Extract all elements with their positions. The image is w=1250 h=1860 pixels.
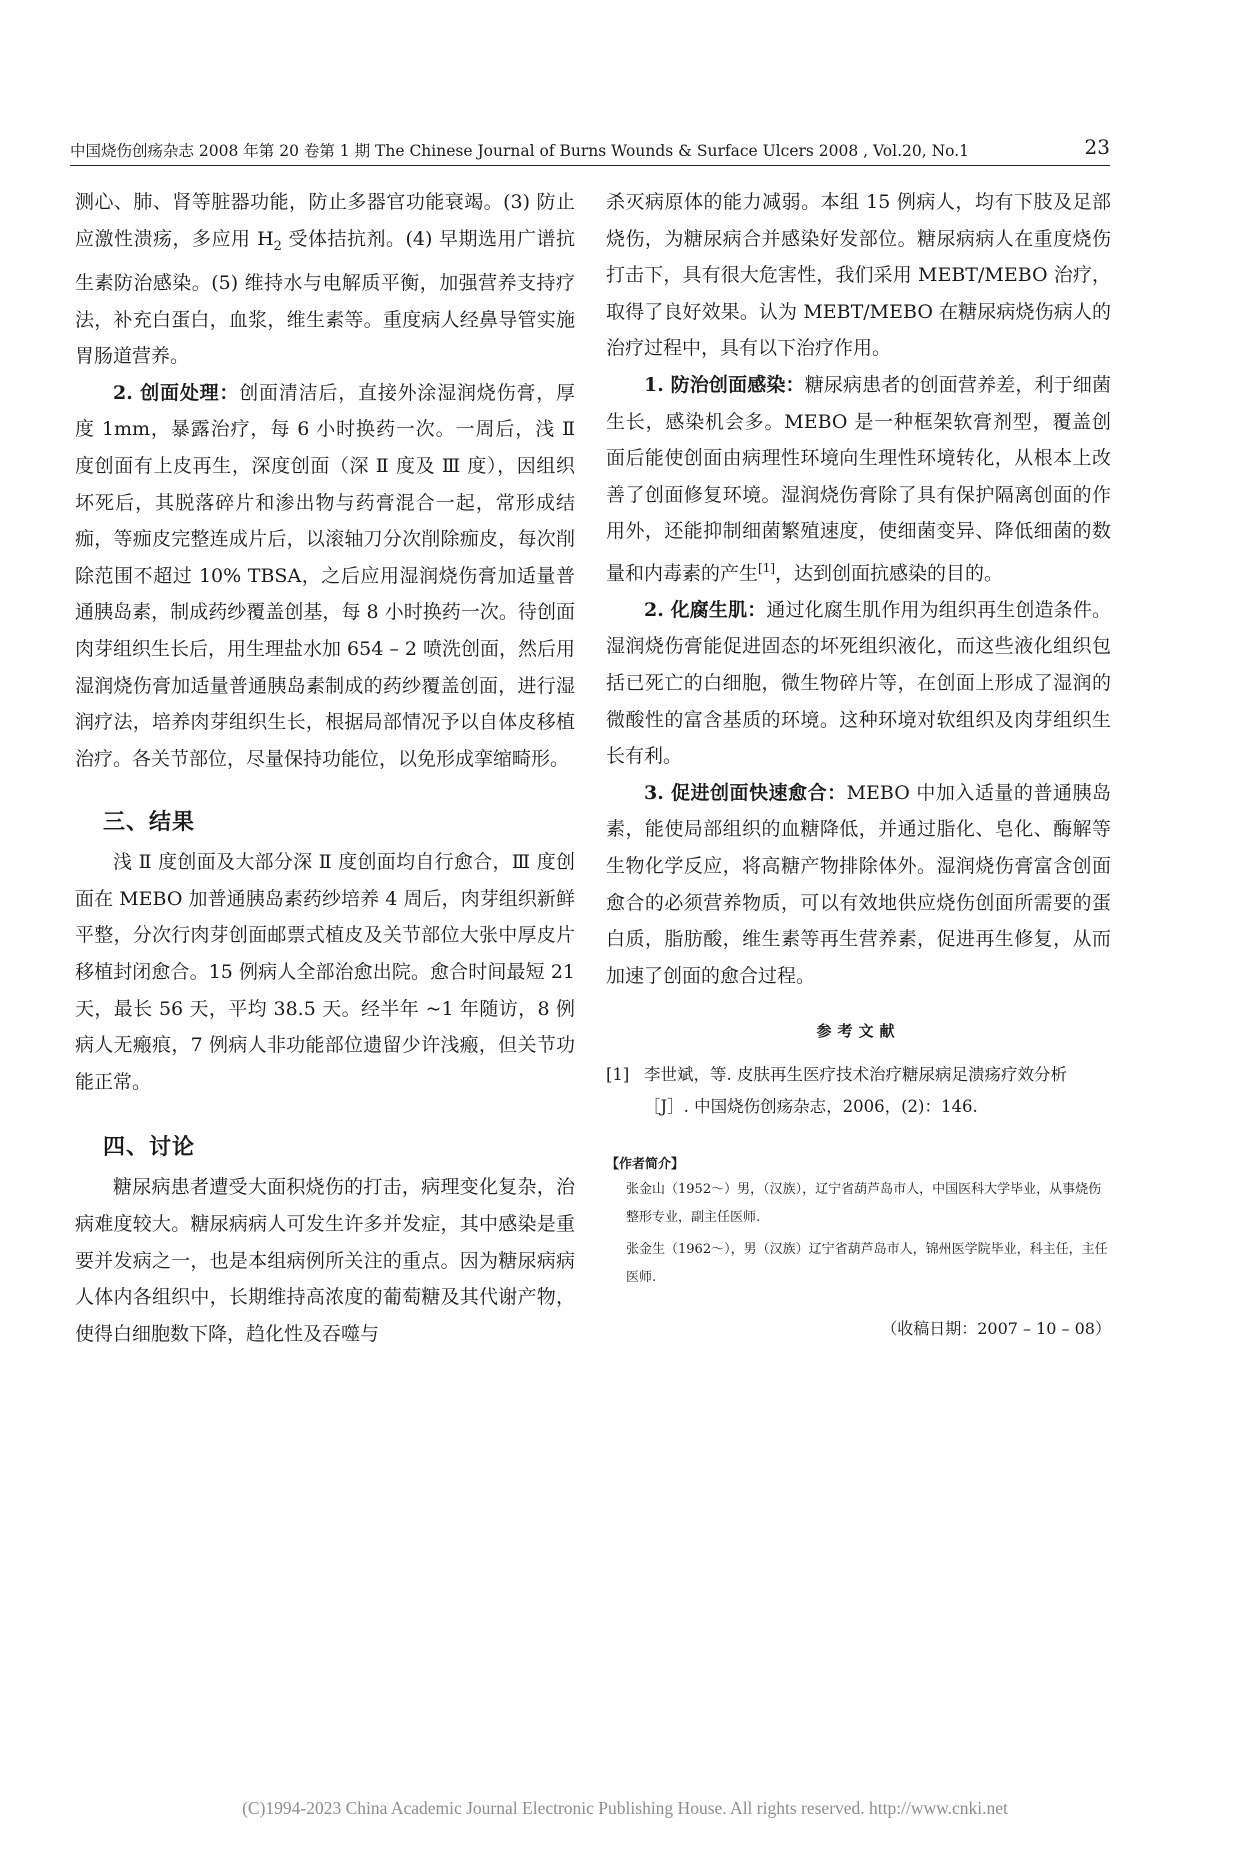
right-paragraph-infection: 1. 防治创面感染：糖尿病患者的创面营养差，利于细菌生长，感染机会多。MEBO 是一种框架软膏剂型，覆盖创面后能使创面由病理性环境向生理性环境转化，从根本上改善了创面修复环境。湿润烧伤膏除了具有保护隔离创面的作用外，还能抑制细菌繁殖速度，使细菌变异、降低细菌的数量和内毒素的产生[1]，达到创面抗感染的目的。 bbox=[606, 373, 1111, 585]
reference-item: [1] 李世斌，等. 皮肤再生医疗技术治疗糖尿病足溃疡疗效分析［J］. 中国烧伤创疡杂志，2006，(2)：146. bbox=[606, 1065, 1067, 1117]
left-paragraph-results: 浅 Ⅱ 度创面及大部分深 Ⅱ 度创面均自行愈合，Ⅲ 度创面在 MEBO 加普通胰岛素药纱培养 4 周后，肉芽组织新鲜平整，分次行肉芽创面邮票式植皮及关节部位大张中厚皮片移植封闭愈合。15 例病人全部治愈出院。愈合时间最短 21 天，最长 56 天，平均 38.5 天。经半年 ~1 年随访，8 例病人无瘢痕，7 例病人非功能部位遗留少许浅瘢，但关节功能正常。 bbox=[75, 851, 575, 1093]
references-heading: 参考文献 bbox=[816, 1022, 901, 1041]
author-bio-1: 张金山（1952～）男，（汉族），辽宁省葫芦岛市人，中国医科大学毕业，从事烧伤整形专业，副主任医师. bbox=[626, 1182, 1102, 1226]
left-paragraph-1: 测心、肺、肾等脏器功能，防止多器官功能衰竭。(3) 防止应激性溃疡，多应用 $H_2$ 受体拮抗剂。(4) 早期选用广谱抗生素防治感染。(5) 维持水与电解质平衡，加强营养支持疗法，补充白蛋白，血浆，维生素等。重度病人经鼻导管实施胃肠道营养。 bbox=[75, 191, 575, 368]
right-column bbox=[606, 184, 1111, 1339]
right-paragraph-1: 杀灭病原体的能力减弱。本组 15 例病人，均有下肢及足部烧伤，为糖尿病合并感染好发部位。糖尿病病人在重度烧伤打击下，具有很大危害性，我们采用 MEBT/MEBO 治疗，取得了良好效果。认为 MEBT/MEBO 在糖尿病烧伤病人的治疗过程中，具有以下治疗作用。 bbox=[606, 191, 1111, 360]
section-heading-results: 三、结果 bbox=[103, 809, 196, 836]
section-heading-discussion: 四、讨论 bbox=[103, 1134, 196, 1161]
running-header bbox=[70, 135, 1110, 166]
received-date: （收稿日期：2007 – 10 – 08） bbox=[881, 1319, 1111, 1339]
left-paragraph-discussion: 糖尿病患者遭受大面积烧伤的打击，病理变化复杂，治病难度较大。糖尿病病人可发生许多并发症，其中感染是重要并发病之一，也是本组病例所关注的重点。因为糖尿病病人体内各组织中，长期维持高浓度的葡萄糖及其代谢产物，使得白细胞数下降，趋化性及吞噬与 bbox=[75, 1176, 575, 1345]
left-column bbox=[75, 184, 575, 1352]
left-paragraph-wound-treatment: 2. 创面处理：创面清洁后，直接外涂湿润烧伤膏，厚度 1mm，暴露治疗，每 6 小时换药一次。一周后，浅 Ⅱ 度创面有上皮再生，深度创面（深 Ⅱ 度及 Ⅲ 度），因组织坏死后，其脱落碎片和渗出物与药膏混合一起，常形成结痂，等痂皮完整连成片后，以滚轴刀分次削除痂皮，每次削除范围不超过 10% TBSA，之后应用湿润烧伤膏加适量普通胰岛素，制成药纱覆盖创基，每 8 小时换药一次。待创面肉芽组织生长后，用生理盐水加 654 – 2 喷洗创面，然后用湿润烧伤膏加适量普通胰岛素制成的药纱覆盖创面，进行湿润疗法，培养肉芽组织生长，根据局部情况予以自体皮移植治疗。各关节部位，尽量保持功能位，以免形成挛缩畸形。 bbox=[75, 381, 576, 770]
right-paragraph-necrosis: 2. 化腐生肌：通过化腐生肌作用为组织再生创造条件。湿润烧伤膏能促进固态的坏死组织液化，而这些液化组织包括已死亡的白细胞，微生物碎片等，在创面上形成了湿润的微酸性的富含基质的环境。这种环境对软组织及肉芽组织生长有利。 bbox=[606, 598, 1111, 768]
page-number: 23 bbox=[1084, 135, 1110, 159]
right-paragraph-healing: 3. 促进创面快速愈合：MEBO 中加入适量的普通胰岛素，能使局部组织的血糖降低，并通过脂化、皂化、酶解等生物化学反应，将高糖产物排除体外。湿润烧伤膏富含创面愈合的必须营养物质，可以有效地供应烧伤创面所需要的蛋白质，脂肪酸，维生素等再生营养素，促进再生修复，从而加速了创面的愈合过程。 bbox=[606, 781, 1111, 987]
author-bio-2: 张金生（1962～），男（汉族）辽宁省葫芦岛市人，锦州医学院毕业，科主任，主任医师. bbox=[626, 1242, 1108, 1286]
author-info-heading: 【作者简介】 bbox=[606, 1157, 685, 1173]
copyright-footer: (C)1994-2023 China Academic Journal Electronic Publishing House. All rights reserved. http://www.cnki.net bbox=[242, 1798, 1008, 1818]
journal-header-line: 中国烧伤创疡杂志 2008 年第 20 卷第 1 期 The Chinese Journal of Burns Wounds & Surface Ulcers 2008 , Vol.20, No.1 bbox=[70, 142, 969, 160]
